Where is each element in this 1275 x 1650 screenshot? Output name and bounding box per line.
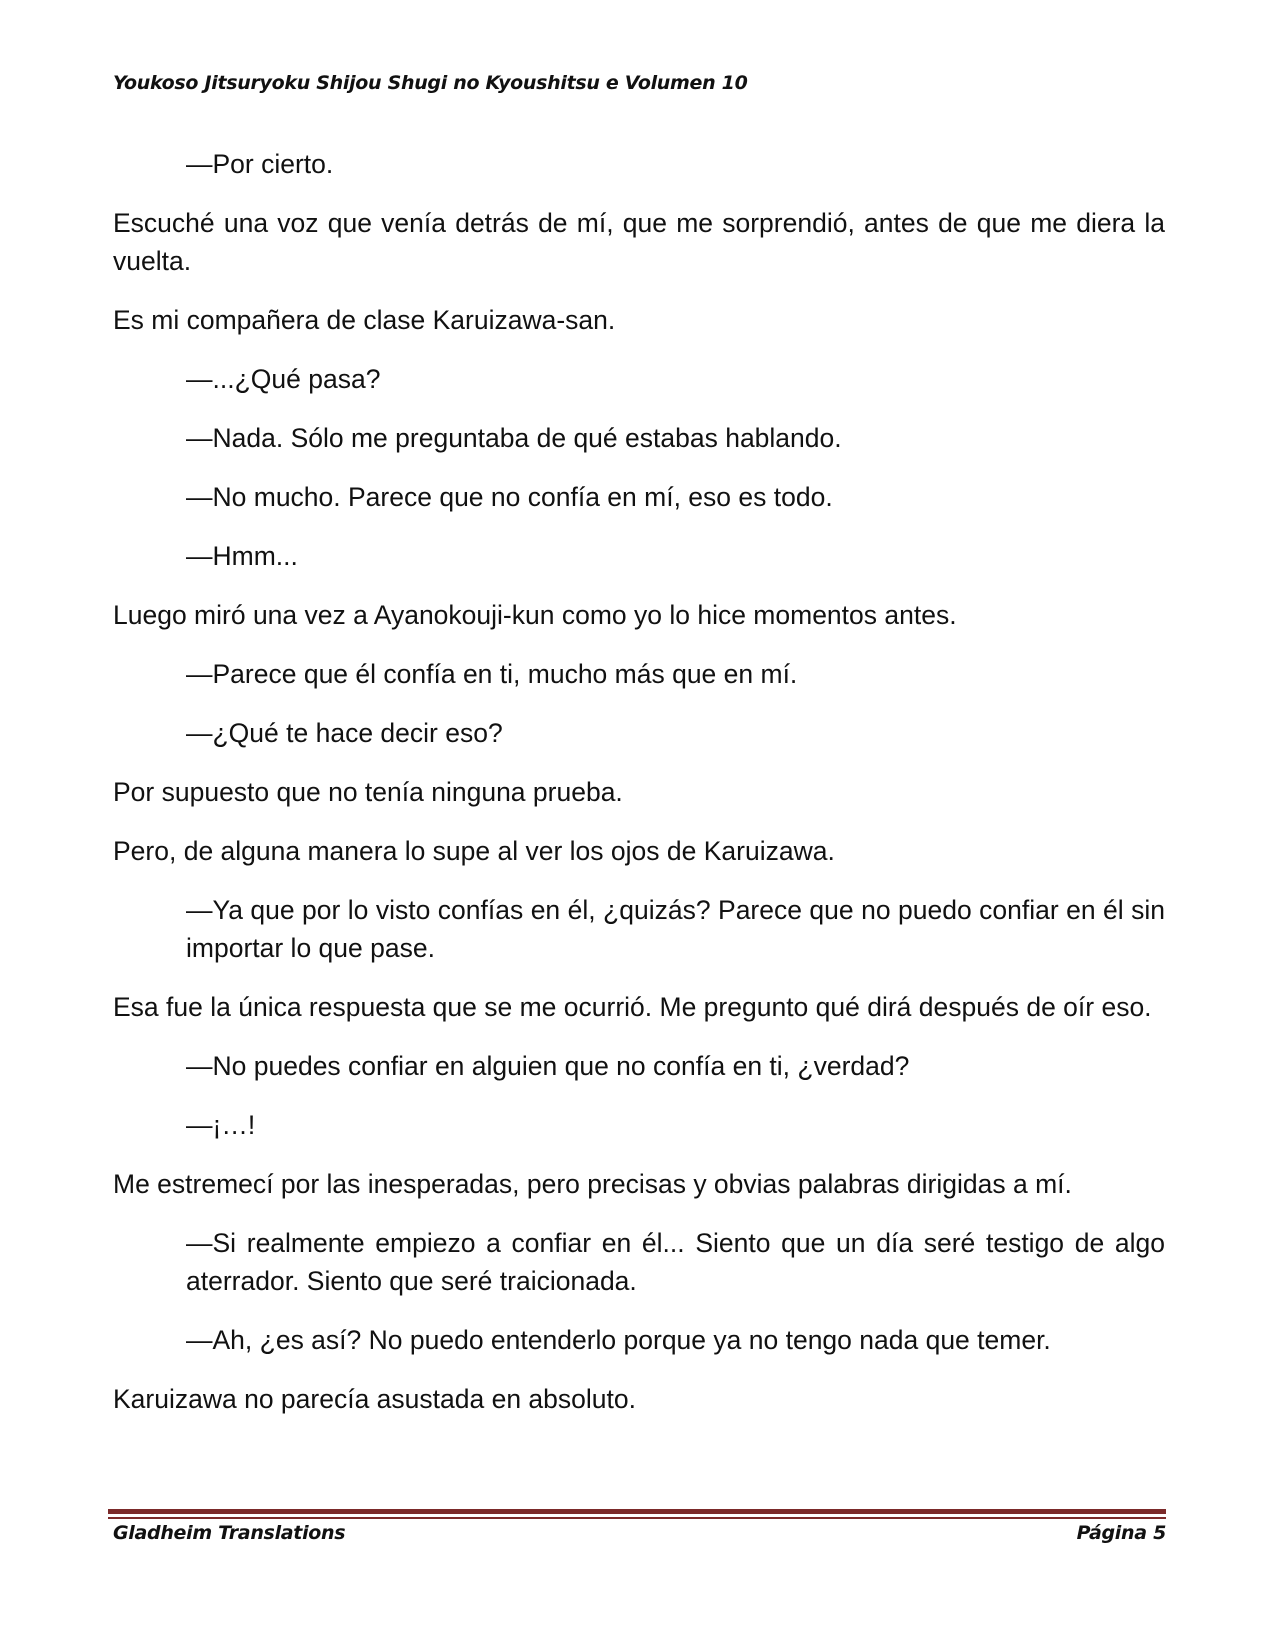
page-header-title: Youkoso Jitsuryoku Shijou Shugi no Kyoushitsu e Volumen 10 — [113, 72, 748, 94]
narration-paragraph: Por supuesto que no tenía ninguna prueba. — [113, 777, 623, 807]
narration-paragraph: Me estremecí por las inesperadas, pero precisas y obvias palabras dirigidas a mí. — [113, 1169, 1072, 1199]
narration-paragraph: Esa fue la única respuesta que se me ocurrió. Me pregunto qué dirá después de oír eso. — [113, 992, 1152, 1022]
narration-paragraph: Luego miró una vez a Ayanokouji-kun como yo lo hice momentos antes. — [113, 600, 957, 630]
dialogue-line: —Hmm... — [186, 541, 298, 571]
dialogue-line: —Nada. Sólo me preguntaba de qué estabas hablando. — [186, 423, 842, 453]
narration-paragraph: Pero, de alguna manera lo supe al ver los ojos de Karuizawa. — [113, 836, 835, 866]
footer-page-number: Página 5 — [1076, 1522, 1166, 1544]
dialogue-line: —No mucho. Parece que no confía en mí, eso es todo. — [186, 482, 833, 512]
dialogue-line: —...¿Qué pasa? — [186, 364, 381, 394]
footer-translator-credit: Gladheim Translations — [113, 1522, 346, 1544]
dialogue-line: —No puedes confiar en alguien que no confía en ti, ¿verdad? — [186, 1051, 910, 1081]
narration-paragraph: Es mi compañera de clase Karuizawa-san. — [113, 305, 616, 335]
footer-divider-thick — [108, 1509, 1166, 1514]
narration-paragraph: Escuché una voz que venía detrás de mí, que me sorprendió, antes de que me diera la vuelta. — [113, 208, 1165, 276]
dialogue-line: —¿Qué te hace decir eso? — [186, 718, 503, 748]
narration-paragraph: Karuizawa no parecía asustada en absoluto. — [113, 1384, 636, 1414]
dialogue-line: —¡…! — [186, 1110, 256, 1140]
page-body — [113, 145, 1165, 1439]
dialogue-line: —Por cierto. — [186, 149, 334, 179]
dialogue-line: —Ya que por lo visto confías en él, ¿quizás? Parece que no puedo confiar en él sin importar lo que pase. — [186, 895, 1165, 963]
dialogue-line: —Parece que él confía en ti, mucho más que en mí. — [186, 659, 798, 689]
dialogue-line: —Si realmente empiezo a confiar en él... Siento que un día seré testigo de algo aterrador. Siento que seré traicionada. — [186, 1228, 1165, 1296]
footer-divider-thin — [108, 1517, 1166, 1519]
dialogue-line: —Ah, ¿es así? No puedo entenderlo porque ya no tengo nada que temer. — [186, 1325, 1051, 1355]
